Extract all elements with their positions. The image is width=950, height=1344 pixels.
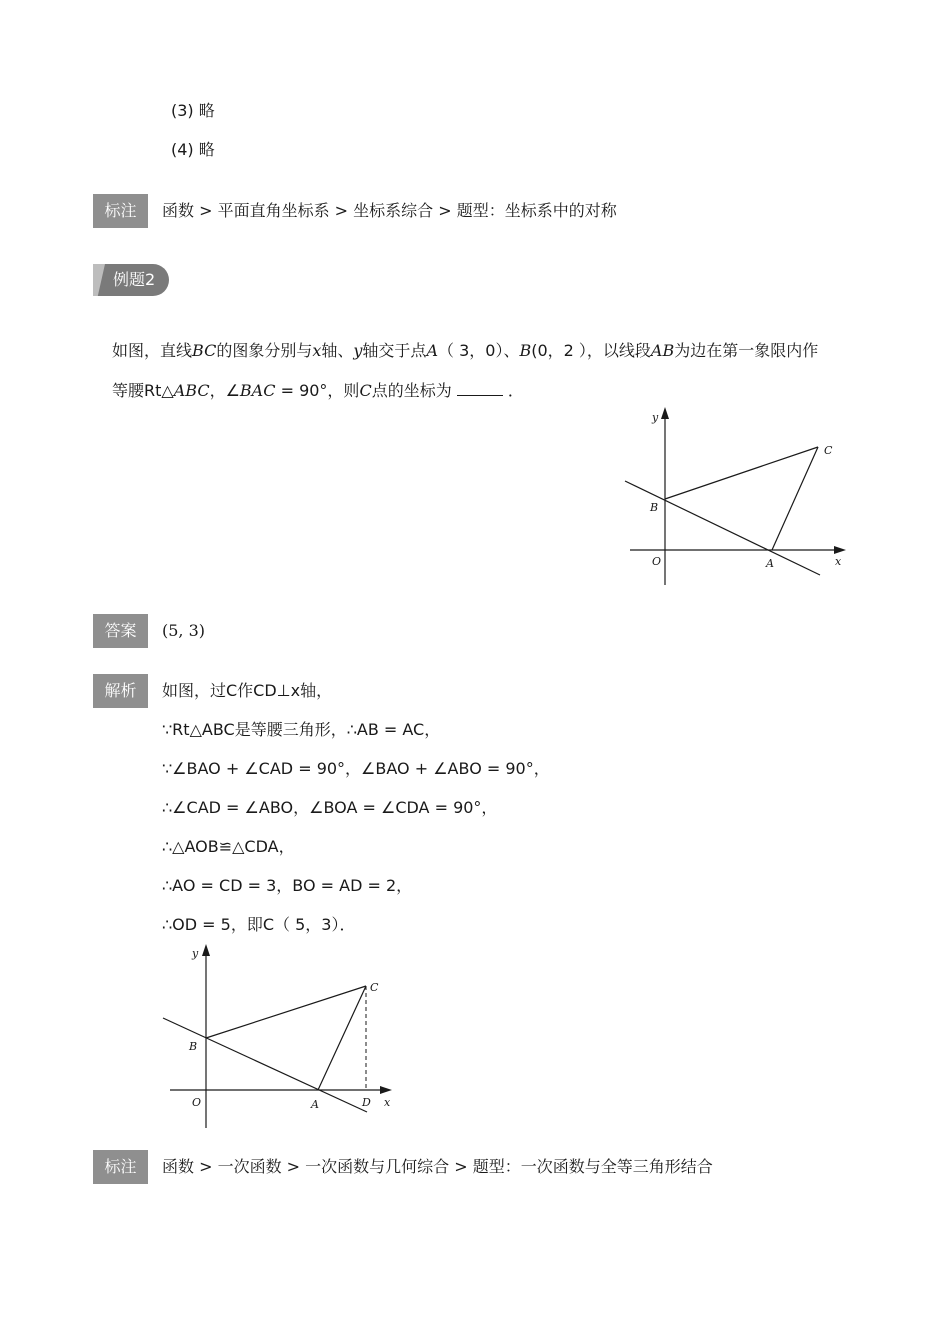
prev-answer-3: (3) 略 — [171, 101, 215, 120]
analysis-line-4: ∴∠CAD = ∠ABO，∠BOA = ∠CDA = 90°， — [162, 798, 498, 817]
analysis-line-5: ∴△AOB≌△CDA， — [162, 837, 295, 856]
label-x: x — [835, 555, 842, 568]
annotation-path: 函数 > 平面直角坐标系 > 坐标系综合 > 题型：坐标系中的对称 — [162, 201, 617, 220]
analysis-tag: 解析 — [93, 674, 148, 708]
answer-tag: 答案 — [93, 614, 148, 648]
prev-answer-4: (4) 略 — [171, 140, 215, 159]
y-axis-arrow — [661, 407, 669, 419]
badge-stripe — [93, 264, 105, 296]
annotation-tag-2: 标注 — [93, 1150, 148, 1184]
example-badge-label: 例题2 — [113, 270, 156, 289]
label-b: B — [189, 1040, 198, 1053]
analysis-line-7: ∴OD = 5，即C（ 5，3）． — [162, 915, 356, 934]
label-o: O — [192, 1096, 202, 1109]
analysis-line-6: ∴AO = CD = 3，BO = AD = 2， — [162, 876, 413, 895]
x-axis-arrow — [834, 546, 846, 554]
label-a: A — [766, 557, 774, 570]
label-y: y — [192, 947, 199, 960]
analysis-line-2: ∵Rt△ABC是等腰三角形，∴AB = AC， — [162, 720, 441, 739]
y-axis-arrow — [202, 944, 210, 956]
question-figure — [620, 405, 850, 590]
label-y: y — [652, 411, 659, 424]
label-c: C — [370, 981, 379, 994]
label-c: C — [824, 444, 833, 457]
segment-bc — [665, 447, 818, 499]
label-x: x — [384, 1096, 391, 1109]
segment-ca — [318, 986, 366, 1090]
answer-value: (5, 3) — [162, 621, 206, 640]
label-a: A — [311, 1098, 319, 1111]
question-line-2: 等腰Rt△ABC，∠BAC = 90°，则C点的坐标为 ． — [112, 381, 524, 400]
label-d: D — [362, 1096, 371, 1109]
annotation-path-2: 函数 > 一次函数 > 一次函数与几何综合 > 题型：一次函数与全等三角形结合 — [162, 1157, 713, 1176]
analysis-figure — [160, 940, 400, 1130]
segment-bc — [206, 986, 366, 1038]
label-b: B — [650, 501, 659, 514]
segment-ca — [772, 447, 818, 550]
annotation-tag: 标注 — [93, 194, 148, 228]
x-axis-arrow — [380, 1086, 392, 1094]
example-badge — [93, 264, 169, 296]
analysis-line-3: ∵∠BAO + ∠CAD = 90°，∠BAO + ∠ABO = 90°， — [162, 759, 550, 778]
analysis-line-1: 如图，过C作CD⊥x轴， — [162, 681, 333, 700]
question-line-1: 如图，直线BC的图象分别与x轴、y轴交于点A（ 3，0）、B(0，2 ），以线段AB为边在第一象限内作 — [112, 341, 819, 360]
answer-blank — [457, 379, 503, 396]
label-o: O — [652, 555, 662, 568]
